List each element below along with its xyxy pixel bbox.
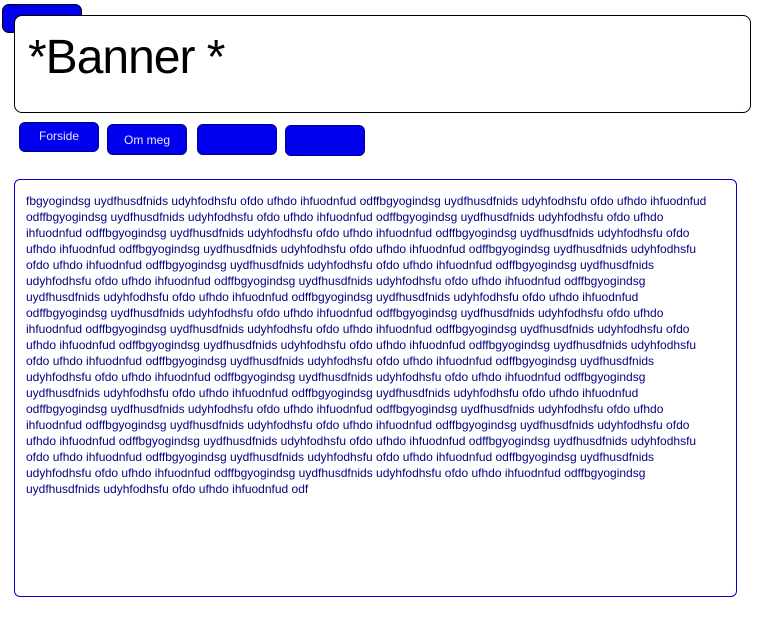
banner [14, 15, 751, 113]
nav-button-4[interactable] [285, 125, 365, 156]
nav-button-label: Forside [38, 129, 79, 143]
content-panel [14, 179, 737, 597]
nav-button-om-meg[interactable] [107, 124, 187, 155]
content-body-text: fbgyogindsg uydfhusdfnids udyhfodhsfu ofdo ufhdo ihfuodnfud odffbgyogindsg uydfhusdfnids udyhfodhsfu ofdo ufhdo ihfuodnfud odffbgyogindsg uydfhusdfnids udyhfodhsfu ofdo ufhdo ihfuodnfud odffbgyogindsg uydfhusdfnids udyhfodhsfu ofdo ufhdo ihfuodnfud odffbgyogindsg uydfhusdfnids udyhfodhsfu ofdo ufhdo ihfuodnfud odffbgyogindsg uydfhusdfnids udyhfodhsfu ofdo ufhdo ihfuodnfud odffbgyogindsg uydfhusdfnids udyhfodhsfu ofdo ufhdo ihfuodnfud odffbgyogindsg uydfhusdfnids udyhfodhsfu ofdo ufhdo ihfuodnfud odffbgyogindsg uydfhusdfnids udyhfodhsfu ofdo ufhdo ihfuodnfud odffbgyogindsg uydfhusdfnids udyhfodhsfu ofdo ufhdo ihfuodnfud odffbgyogindsg uydfhusdfnids udyhfodhsfu ofdo ufhdo ihfuodnfud odffbgyogindsg uydfhusdfnids udyhfodhsfu ofdo ufhdo ihfuodnfud odffbgyogindsg uydfhusdfnids udyhfodhsfu ofdo ufhdo ihfuodnfud odffbgyogindsg uydfhusdfnids udyhfodhsfu ofdo ufhdo ihfuodnfud odffbgyogindsg uydfhusdfnids udyhfodhsfu ofdo ufhdo ihfuodnfud odffbgyogindsg uydfhusdfnids udyhfodhsfu ofdo ufhdo ihfuodnfud odffbgyogindsg uydfhusdfnids udyhfodhsfu ofdo ufhdo ihfuodnfud odffbgyogindsg uydfhusdfnids udyhfodhsfu ofdo ufhdo ihfuodnfud odffbgyogindsg uydfhusdfnids udyhfodhsfu ofdo ufhdo ihfuodnfud odffbgyogindsg uydfhusdfnids udyhfodhsfu ofdo ufhdo ihfuodnfud odffbgyogindsg uydfhusdfnids udyhfodhsfu ofdo ufhdo ihfuodnfud odffbgyogindsg uydfhusdfnids udyhfodhsfu ofdo ufhdo ihfuodnfud odffbgyogindsg uydfhusdfnids udyhfodhsfu ofdo ufhdo ihfuodnfud odffbgyogindsg uydfhusdfnids udyhfodhsfu ofdo ufhdo ihfuodnfud odffbgyogindsg uydfhusdfnids udyhfodhsfu ofdo ufhdo ihfuodnfud odffbgyogindsg uydfhusdfnids udyhfodhsfu ofdo ufhdo ihfuodnfud odffbgyogindsg uydfhusdfnids udyhfodhsfu ofdo ufhdo ihfuodnfud odffbgyogindsg uydfhusdfnids udyhfodhsfu ofdo ufhdo ihfuodnfud odffbgyogindsg uydfhusdfnids udyhfodhsfu ofdo ufhdo ihfuodnfud odffbgyogindsg uydfhusdfnids udyhfodhsfu ofdo ufhdo ihfuodnfud odffbgyogindsg uydfhusdfnids udyhfodhsfu ofdo ufhdo ihfuodnfud odffbgyogindsg uydfhusdfnids udyhfodhsfu ofdo ufhdo ihfuodnfud odffbgyogindsg uydfhusdfnids udyhfodhsfu ofdo ufhdo ihfuodnfud odffbgyogindsg uydfhusdfnids udyhfodhsfu ofdo ufhdo ihfuodnfud odf [26, 194, 707, 496]
nav-button-label: Om meg [123, 133, 170, 147]
banner-title: *Banner * [28, 31, 225, 84]
nav-button-label [198, 125, 276, 131]
nav-button-label [286, 126, 364, 132]
nav-button-3[interactable] [197, 124, 277, 155]
nav-button-forside[interactable] [19, 122, 99, 152]
